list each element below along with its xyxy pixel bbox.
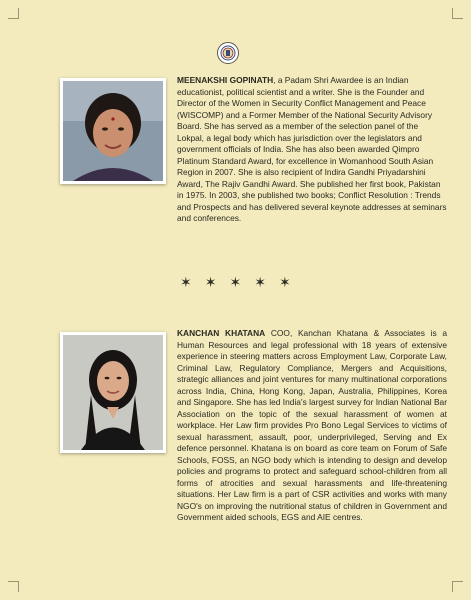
crop-mark-top-right <box>452 8 463 19</box>
bio-kanchan-khatana <box>177 328 447 524</box>
crop-mark-bottom-left <box>8 581 19 592</box>
star-icon: ✶ <box>180 274 192 290</box>
bio-name-meenakshi: MEENAKSHI GOPINATH <box>177 75 274 85</box>
profile-photo-meenakshi <box>60 78 166 184</box>
star-icon: ✶ <box>278 274 291 290</box>
bio-text-kanchan: COO, Kanchan Khatana & Associates is a Human Resources and legal professional with 18 years of extensive experience in steering matters across Employment Law, Corporate Law, Criminal Law, Regulatory Compliance, Mergers and Acquisitions, strategic alliances and joint ventures for many multinational corporations across India, China, Hong Kong, Japan, Australia, Philippines, Korea and Singapore. She has led India's largest survey for Indian National Bar Association on the topic of the sexual harassment of women at workplace. Her Law firm provides Pro Bono Legal Services to victims of sexual harassment, assault, poor, underprivileged, Serving and Ex defence personnel. Khatana is on board as core team on Forum of Safe Schools, FOSS, an NGO body which is intending to design and develop policies and programs to protect and safeguard school-children from all forms of atrocities and sexual harassments and life-threatening situations. Her Law firm is a part of CSR activities and works with many NGO's on improving the nutritional status of children in Government and Government aided schools, EGS and AIE centres. <box>177 328 447 522</box>
star-icon: ✶ <box>229 274 242 290</box>
bio-text-meenakshi: , a Padam Shri Awardee is an Indian educationist, political scientist and a writer. She is the Founder and Director of the Women in Security Conflict Management and Peace (WISCOMP) and a Former Member of the National Security Advisory Board. She has served as a member of the selection panel of the Lokpal, a legal body which has jurisdiction over the legislators and government officials of India. She has also been awarded Qimpro Platinum Standard Award, for excellence in Womanhood South Asian Region in 2007. She is also recipient of Indira Gandhi Priyadarshini Award, The Rajiv Gandhi Award. She published her first book, Pakistan in 1975. In 2003, she published two books; Conflict Resolution : Trends and Prospects and has delivered several keynote addresses at seminars and conferences. <box>177 75 447 223</box>
seal-emblem-icon <box>217 42 239 64</box>
bio-meenakshi-gopinath <box>177 75 447 225</box>
profile-photo-kanchan <box>60 332 166 453</box>
star-separator <box>180 274 291 291</box>
bio-name-kanchan: KANCHAN KHATANA <box>177 328 266 338</box>
star-icon: ✶ <box>254 274 266 290</box>
crop-mark-bottom-right <box>452 581 463 592</box>
crop-mark-top-left <box>8 8 19 19</box>
star-icon: ✶ <box>204 274 217 290</box>
